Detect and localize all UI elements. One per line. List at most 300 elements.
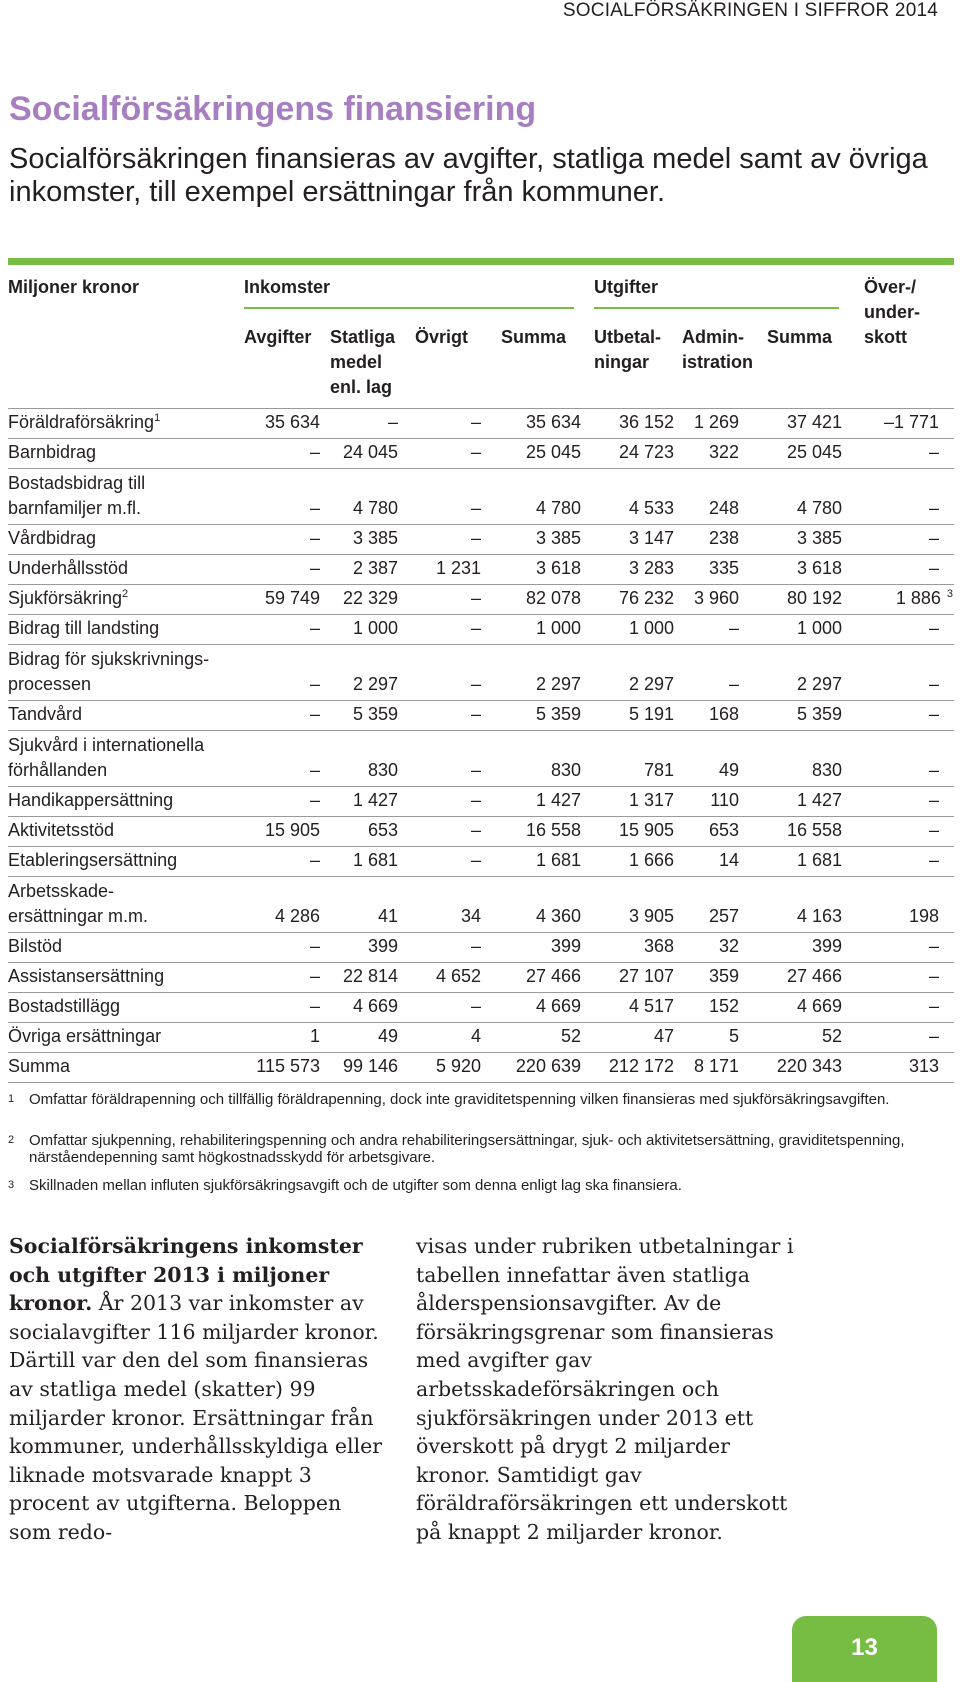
cell-value: 4 652 [435,966,481,986]
cell-value: 5 359 [796,704,842,724]
cell-value: 41 [377,906,398,926]
table-cell [581,702,674,727]
cell-value: 3 960 [693,588,739,608]
table-cell [739,410,842,435]
table-cell [398,410,481,435]
surplus-header: Över-/ under- skott [864,277,920,347]
cell-value: 4 [470,1026,481,1046]
cell-value: – [387,412,398,432]
row-label-text: Etableringsersättning [8,850,178,870]
cell-value: 4 163 [796,906,842,926]
table-cell [320,848,398,873]
footnote-ref: 3 [946,588,953,600]
other-income-header: Övrigt [415,327,469,347]
footnote-number: 1 [8,1093,15,1105]
table-cell [398,672,481,697]
table-row [8,585,954,615]
table-top-rule [8,258,954,265]
row-label-text: Bostadsbidrag till barnfamiljer m.fl. [8,473,146,518]
row-label-text: Vårdbidrag [8,528,97,548]
cell-value: 3 618 [796,558,842,578]
cell-value: 2 297 [628,674,674,694]
income-group-header: Inkomster [244,277,331,297]
table-cell [674,1024,739,1049]
table-cell [158,586,320,611]
cell-value: – [470,936,481,956]
cell-value: – [928,1026,939,1046]
cell-value: – [728,674,739,694]
cell-value: 52 [821,1026,842,1046]
cell-value: – [309,704,320,724]
income-sum-header: Summa [501,327,567,347]
table-row [8,555,954,585]
cell-value: 4 669 [535,996,581,1016]
table-cell [842,904,939,929]
row-label-text: Barnbidrag [8,442,97,462]
unit-header: Miljoner kronor [8,277,140,297]
cell-value: – [309,528,320,548]
footnote-number: 2 [8,1134,15,1146]
table-cell [842,818,939,843]
row-label-text: Handikappersättning [8,790,174,810]
cell-value: 4 780 [352,498,398,518]
cell-value: 80 192 [786,588,842,608]
table-cell [739,556,842,581]
table-cell [320,934,398,959]
cell-value: – [309,850,320,870]
cell-value: 15 905 [618,820,674,840]
cell-value: 168 [708,704,739,724]
table-cell [320,440,398,465]
table-cell [842,848,939,873]
table-cell [739,1024,842,1049]
table-cell [158,994,320,1019]
cell-value: 2 297 [796,674,842,694]
table-cell [398,934,481,959]
cell-value: – [728,618,739,638]
table-row [8,933,954,963]
cell-value: 220 343 [776,1056,842,1076]
cell-value: 59 749 [264,588,320,608]
expenses-group-rule [594,307,839,309]
cell-value: – [309,498,320,518]
table-cell [739,526,842,551]
footnote-text: Omfattar sjukpenning, rehabiliteringspenning och andra rehabiliteringsersättningar, sjuk- och aktivitetsersättning, graviditetspenning, närståendepenning samt högkostnadsskydd för arbetsgivare. [29,1132,905,1166]
cell-value: 198 [908,906,939,926]
table-row [8,993,954,1023]
cell-value: 32 [718,936,739,956]
table-cell [320,1054,398,1079]
table-row [8,877,954,933]
cell-value: 1 427 [535,790,581,810]
footnote-ref: 2 [122,588,129,600]
cell-value: 399 [550,936,581,956]
table-cell [581,904,674,929]
cell-value: – [309,558,320,578]
cell-value: 4 286 [274,906,320,926]
table-cell [481,848,581,873]
table-cell [158,848,320,873]
cell-value: 1 886 [895,588,941,608]
table-cell [481,586,581,611]
table-cell [842,556,939,581]
table-cell [398,904,481,929]
cell-value: – [928,558,939,578]
cell-value: 1 427 [796,790,842,810]
cell-value: 24 723 [618,442,674,462]
table-cell [398,1054,481,1079]
table-cell [674,788,739,813]
cell-value: 82 078 [525,588,581,608]
footnote-3 [8,1177,943,1194]
table-cell [739,496,842,521]
table-cell [481,526,581,551]
table-cell [842,616,939,641]
table-row [8,787,954,817]
cell-value: 16 558 [786,820,842,840]
cell-value: – [928,674,939,694]
table-cell [581,526,674,551]
table-cell [398,994,481,1019]
cell-value: 4 360 [535,906,581,926]
table-cell [398,1024,481,1049]
cell-value: 4 780 [535,498,581,518]
table-cell [158,964,320,989]
table-cell [481,904,581,929]
row-label-text: Summa [8,1056,71,1076]
cell-value: 653 [367,820,398,840]
table-row [8,645,954,701]
table-cell [398,848,481,873]
financing-table [8,408,954,1083]
cell-value: 359 [708,966,739,986]
table-cell [739,672,842,697]
cell-value: 248 [708,498,739,518]
body-column-left [9,1232,389,1547]
cell-value: 27 466 [525,966,581,986]
table-cell [158,410,320,435]
cell-value: 5 [728,1026,739,1046]
cell-value: 4 780 [796,498,842,518]
table-cell [674,848,739,873]
table-cell [842,672,939,697]
table-cell [842,994,939,1019]
table-cell [581,758,674,783]
table-cell [739,818,842,843]
table-cell [320,556,398,581]
table-row [8,963,954,993]
cell-value: 3 283 [628,558,674,578]
cell-value: 335 [708,558,739,578]
row-label-text: Sjukförsäkring [8,588,123,608]
cell-value: 1 427 [352,790,398,810]
cell-value: 47 [653,1026,674,1046]
table-cell [581,964,674,989]
row-label-text: Bostadstillägg [8,996,121,1016]
table-cell [674,934,739,959]
cell-value: 16 558 [525,820,581,840]
table-cell [674,702,739,727]
table-cell [481,788,581,813]
body-lead: Socialförsäkringens inkomster och utgifter 2013 i miljoner kronor. [9,1234,363,1316]
cell-value: – [928,790,939,810]
cell-value: 22 329 [342,588,398,608]
cell-value: – [309,966,320,986]
income-group-rule [244,307,574,309]
table-cell [481,556,581,581]
table-cell [398,702,481,727]
table-cell [398,964,481,989]
cell-value: 1 [309,1026,320,1046]
table-cell [674,818,739,843]
table-cell [158,1054,320,1079]
table-cell [581,672,674,697]
footnote-ref: 1 [154,412,161,424]
table-cell [398,496,481,521]
cell-value: 4 669 [796,996,842,1016]
cell-value: 5 359 [535,704,581,724]
table-cell [674,758,739,783]
cell-value: 399 [367,936,398,956]
table-cell [581,818,674,843]
table-cell [320,496,398,521]
table-cell [320,994,398,1019]
table-cell [158,934,320,959]
table-cell [739,616,842,641]
cell-value: – [470,790,481,810]
table-cell [581,616,674,641]
table-row [8,1023,954,1053]
running-head: SOCIALFÖRSÄKRINGEN I SIFFROR 2014 [562,0,938,21]
cell-value: 1 269 [693,412,739,432]
cell-value: – [470,674,481,694]
cell-value: 52 [560,1026,581,1046]
table-cell [581,788,674,813]
table-cell [842,758,939,783]
cell-value: – [470,704,481,724]
cell-value: 1 681 [352,850,398,870]
table-cell [674,994,739,1019]
cell-value: 1 000 [796,618,842,638]
cell-value: 4 533 [628,498,674,518]
table-cell [842,788,939,813]
table-cell [481,410,581,435]
table-cell [320,526,398,551]
table-cell [481,1054,581,1079]
cell-value: 27 466 [786,966,842,986]
cell-value: 2 387 [352,558,398,578]
table-cell [581,1054,674,1079]
cell-value: – [470,588,481,608]
cell-value: 3 385 [535,528,581,548]
cell-value: 24 045 [342,442,398,462]
table-cell [674,904,739,929]
table-cell [842,586,953,611]
table-cell [842,702,939,727]
cell-value: 2 297 [535,674,581,694]
table-cell [398,788,481,813]
table-cell [320,904,398,929]
row-label-text: Arbetsskade- ersättningar m.m. [8,881,149,926]
table-cell [320,586,398,611]
table-row [8,525,954,555]
page-number: 13 [851,1634,878,1661]
table-cell [320,1024,398,1049]
cell-value: – [928,996,939,1016]
cell-value: 1 000 [352,618,398,638]
table-cell [158,496,320,521]
table-cell [674,586,739,611]
table-cell [674,440,739,465]
cell-value: 653 [708,820,739,840]
cell-value: 35 634 [525,412,581,432]
cell-value: 110 [710,790,739,810]
cell-value: 1 681 [796,850,842,870]
cell-value: 76 232 [618,588,674,608]
cell-value: 399 [811,936,842,956]
cell-value: – [928,618,939,638]
table-cell [739,788,842,813]
table-cell [581,586,674,611]
body-text-left: År 2013 var inkomster av socialavgifter 116 miljarder kronor. Därtill var den del som finansieras av statliga medel (skatter) 99 miljarder kronor. Ersättningar från kommuner, underhållsskyldiga eller liknade motsvarade knappt 3 procent av utgifterna. Beloppen som redo- [9,1291,383,1544]
cell-value: 212 172 [608,1056,674,1076]
cell-value: 5 920 [435,1056,481,1076]
cell-value: – [470,760,481,780]
row-label-text: Underhållsstöd [8,558,129,578]
body-column-right: visas under rubriken utbetalningar i tabellen innefattar även statliga ålderspensionsavgifter. Av de försäkringsgrenar som finansieras med avgifter gav arbetsskadeförsäkringen och sjukförsäkringen under 2013 ett överskott på drygt 2 miljarder kronor. Samtidigt gav föräldraförsäkringen ett underskott på knappt 2 miljarder kronor. [416,1234,794,1544]
cell-value: 35 634 [264,412,320,432]
cell-value: – [928,528,939,548]
cell-value: – [309,760,320,780]
cell-value: – [470,820,481,840]
table-row [8,439,954,469]
cell-value: – [309,442,320,462]
cell-value: – [309,996,320,1016]
cell-value: – [309,674,320,694]
table-cell [581,1024,674,1049]
table-cell [481,934,581,959]
table-cell [158,526,320,551]
cell-value: – [928,936,939,956]
cell-value: 3 385 [352,528,398,548]
cell-value: 14 [718,850,739,870]
table-cell [581,496,674,521]
row-label-text: Aktivitetsstöd [8,820,115,840]
cell-value: 15 905 [264,820,320,840]
cell-value: 830 [367,760,398,780]
cell-value: – [309,936,320,956]
table-cell [842,964,939,989]
table-cell [481,818,581,843]
table-cell [158,818,320,843]
cell-value: 1 000 [535,618,581,638]
table-row [8,1053,954,1083]
table-cell [158,702,320,727]
table-cell [481,964,581,989]
table-cell [398,758,481,783]
cell-value: 22 814 [342,966,398,986]
row-label-text: Sjukvård i internationella förhållanden [8,735,205,780]
table-cell [581,848,674,873]
table-cell [674,556,739,581]
cell-value: 238 [708,528,739,548]
table-cell [481,496,581,521]
table-cell [674,410,739,435]
table-cell [842,440,939,465]
cell-value: 115 573 [256,1056,320,1076]
table-cell [739,440,842,465]
table-cell [842,1024,939,1049]
cell-value: 36 152 [618,412,674,432]
footnote-text: Skillnaden mellan influten sjukförsäkringsavgift och de utgifter som denna enligt lag ska finansiera. [29,1177,682,1194]
payments-header: Utbetal- ningar [594,327,661,372]
table-cell [674,1054,739,1079]
cell-value: 49 [718,760,739,780]
cell-value: 5 359 [352,704,398,724]
footnote-2 [8,1132,943,1166]
table-cell [842,526,939,551]
table-row [8,615,954,645]
table-cell [158,758,320,783]
row-label-text: Bilstöd [8,936,63,956]
table-cell [158,556,320,581]
table-cell [398,818,481,843]
table-cell [320,672,398,697]
row-label-text: Bidrag för sjukskrivnings- processen [8,649,210,694]
cell-value: 3 618 [535,558,581,578]
table-cell [481,702,581,727]
table-cell [739,934,842,959]
fees-header: Avgifter [244,327,312,347]
table-cell [842,496,939,521]
table-cell [320,758,398,783]
cell-value: 220 639 [515,1056,581,1076]
table-cell [481,1024,581,1049]
cell-value: 781 [643,760,674,780]
cell-value: 1 317 [628,790,674,810]
cell-value: – [470,528,481,548]
cell-value: 27 107 [618,966,674,986]
cell-value: 1 666 [628,850,674,870]
table-cell [398,526,481,551]
table-cell [739,702,842,727]
table-cell [481,440,581,465]
table-cell [320,410,398,435]
cell-value: – [928,442,939,462]
cell-value: 257 [708,906,739,926]
table-cell [581,410,674,435]
cell-value: 5 191 [628,704,674,724]
table-cell [320,964,398,989]
table-cell [481,672,581,697]
cell-value: – [309,790,320,810]
table-cell [158,904,320,929]
page-title: Socialförsäkringens finansiering [9,90,537,128]
cell-value: 25 045 [786,442,842,462]
table-cell [581,556,674,581]
cell-value: 49 [377,1026,398,1046]
table-cell [739,904,842,929]
cell-value: 830 [811,760,842,780]
table-cell [674,616,739,641]
table-cell [581,934,674,959]
table-cell [674,526,739,551]
table-cell [158,1024,320,1049]
cell-value: – [928,760,939,780]
table-cell [739,848,842,873]
cell-value: 1 000 [628,618,674,638]
table-cell [739,758,842,783]
